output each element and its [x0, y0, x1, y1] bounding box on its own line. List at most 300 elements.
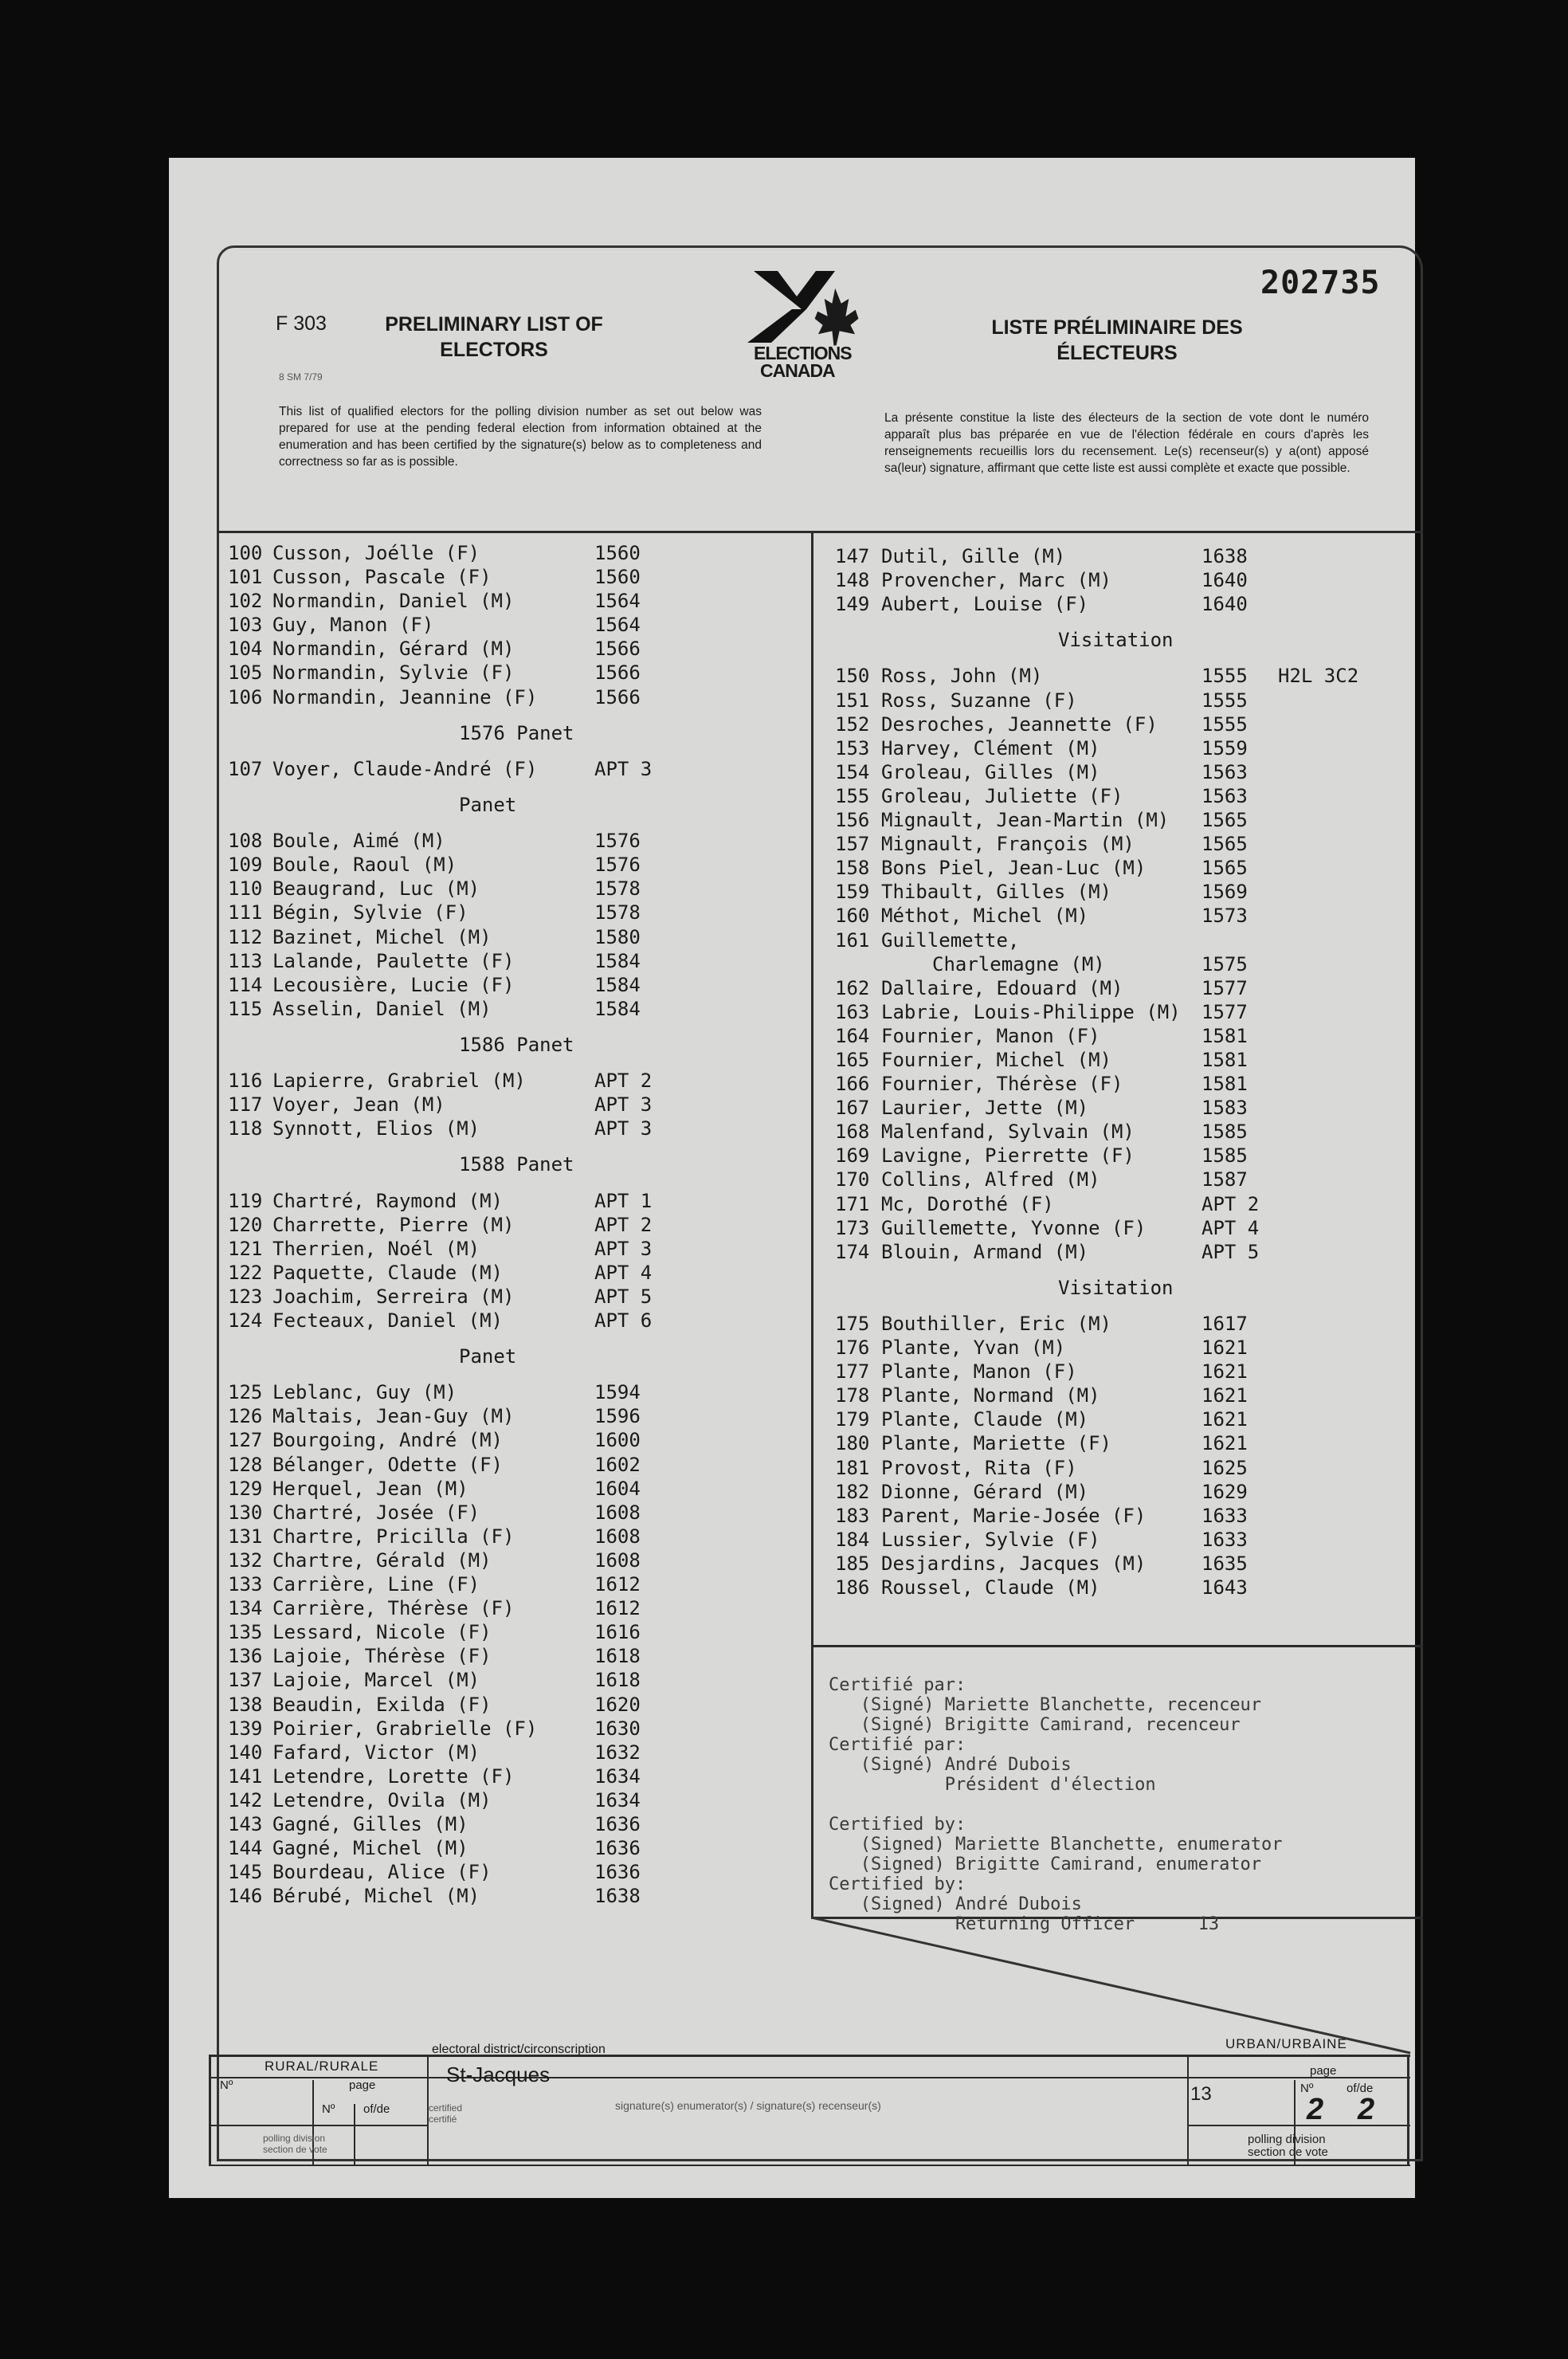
elector-name: Thibault, Gilles (M) — [881, 881, 1111, 904]
elector-address: APT 3 — [594, 1093, 653, 1117]
electors-right-column — [835, 545, 1417, 1600]
elector-row — [835, 1481, 1417, 1505]
urban-polling-fr: section de vote — [1248, 2145, 1328, 2159]
elector-address: 1576 — [594, 830, 641, 853]
elector-row — [835, 737, 1417, 761]
elector-row — [228, 661, 802, 685]
elector-number: 173 — [835, 1216, 870, 1239]
elector-row — [835, 1241, 1417, 1265]
elector-row — [228, 1861, 802, 1885]
rural-polling-en: polling division — [263, 2133, 326, 2144]
elector-number: 146 — [228, 1885, 263, 1908]
elector-address: 1620 — [594, 1693, 641, 1716]
elector-row — [228, 542, 802, 566]
intro-french: La présente constitue la liste des électeurs de la section de vote dont le numéro apparaît plus bas préparée en vue de l'élection fédérale en cours d'après les renseignements recueillis lors du recensement. Le(s) recenseur(s) y a(ont) apposé sa(leur) signature, affirmant que cette liste est aussi complète et exacte que possible. — [884, 411, 1369, 475]
elector-row — [835, 1217, 1417, 1241]
elector-name: Groleau, Gilles (M) — [881, 760, 1100, 783]
district-name: St-Jacques — [446, 2063, 551, 2086]
elector-row — [228, 1741, 802, 1765]
elector-name: Bourgoing, André (M) — [272, 1429, 503, 1452]
elector-row — [228, 854, 802, 877]
rural-page-no-label: Nº — [322, 2102, 335, 2116]
street-heading — [835, 1265, 1417, 1313]
elector-name: Letendre, Lorette (F) — [272, 1764, 515, 1788]
elector-row — [835, 977, 1417, 1001]
elector-address: 1638 — [1201, 545, 1248, 567]
elector-row — [228, 877, 802, 901]
elector-name: Bérubé, Michel (M) — [272, 1885, 480, 1908]
elector-row — [835, 809, 1417, 833]
elector-name: Lalande, Paulette (F) — [272, 949, 515, 972]
elector-row — [228, 1214, 802, 1238]
rural-of-label: of/de — [363, 2102, 390, 2116]
elector-number: 164 — [835, 1024, 870, 1047]
elector-row — [835, 761, 1417, 785]
elector-number: 109 — [228, 854, 263, 877]
elector-row — [835, 593, 1417, 617]
elector-address: 1575 — [1201, 952, 1248, 975]
elector-address: 1612 — [594, 1573, 641, 1596]
certification-line: Certified by: — [829, 1874, 966, 1894]
elector-name: Voyer, Claude-André (F) — [272, 757, 538, 780]
elector-number: 105 — [228, 661, 263, 685]
elector-number: 163 — [835, 1000, 870, 1023]
elector-number: 126 — [228, 1405, 263, 1428]
elector-name: Ross, John (M) — [881, 665, 1043, 688]
elector-number: 148 — [835, 569, 870, 592]
elector-name: Charlemagne (M) — [932, 952, 1105, 975]
elector-address: APT 5 — [1201, 1240, 1260, 1263]
elector-address: 1577 — [1201, 1000, 1248, 1023]
elector-name: Bourdeau, Alice (F) — [272, 1861, 492, 1884]
elector-name: Normandin, Jeannine (F) — [272, 685, 538, 708]
elector-number: 145 — [228, 1861, 263, 1884]
certification-line: Président d'élection — [829, 1775, 1156, 1795]
elector-row — [835, 545, 1417, 569]
elector-name: Laurier, Jette (M) — [881, 1097, 1089, 1120]
title-english: PRELIMINARY LIST OF ELECTORS — [385, 313, 603, 361]
urban-page-no-label: Nº — [1300, 2082, 1314, 2095]
elector-name: Chartre, Gérald (M) — [272, 1548, 492, 1572]
elector-number: 174 — [835, 1240, 870, 1263]
logo-line-1: ELECTIONS — [754, 343, 852, 363]
elector-name: Bégin, Sylvie (F) — [272, 901, 468, 924]
elector-name: Boule, Raoul (M) — [272, 854, 457, 877]
elector-name: Méthot, Michel (M) — [881, 905, 1089, 928]
footer-rural-mid-line — [209, 2125, 427, 2126]
elector-row — [835, 1121, 1417, 1144]
elector-number: 153 — [835, 736, 870, 760]
certification-line: (Signed) Mariette Blanchette, enumerator — [829, 1835, 1283, 1855]
elector-address: 1555 — [1201, 665, 1248, 688]
elector-row — [228, 1597, 802, 1621]
elector-address: APT 3 — [594, 1117, 653, 1140]
elector-address: 1602 — [594, 1453, 641, 1476]
elector-number: 124 — [228, 1309, 263, 1332]
elector-row — [228, 901, 802, 925]
elector-number: 177 — [835, 1360, 870, 1384]
elector-number: 129 — [228, 1477, 263, 1500]
street-heading — [228, 1333, 802, 1381]
elector-number: 157 — [835, 833, 870, 856]
elector-address: APT 4 — [1201, 1216, 1260, 1239]
elector-address: 1604 — [594, 1477, 641, 1500]
elector-number: 165 — [835, 1048, 870, 1071]
elector-address: 1565 — [1201, 857, 1248, 880]
elector-number: 115 — [228, 997, 263, 1020]
elector-name: Provencher, Marc (M) — [881, 569, 1111, 592]
electors-left-column — [228, 542, 802, 1909]
elector-number: 149 — [835, 593, 870, 616]
elector-address: APT 4 — [594, 1261, 653, 1284]
elector-name: Joachim, Serreira (M) — [272, 1285, 515, 1308]
certified-label: certified — [429, 2102, 463, 2114]
elector-number: 183 — [835, 1504, 870, 1527]
elector-row — [228, 686, 802, 710]
elector-number: 181 — [835, 1456, 870, 1479]
elector-name: Mignault, François (M) — [881, 833, 1135, 856]
footer-right-line — [1407, 2055, 1409, 2166]
elector-address: 1581 — [1201, 1048, 1248, 1071]
elector-name: Fournier, Michel (M) — [881, 1048, 1111, 1071]
elector-number: 178 — [835, 1384, 870, 1407]
elector-address: 1566 — [594, 661, 641, 685]
elector-number: 110 — [228, 877, 263, 901]
elector-name: Normandin, Gérard (M) — [272, 638, 515, 661]
elector-number: 166 — [835, 1073, 870, 1096]
elector-number: 136 — [228, 1645, 263, 1668]
rural-page-label: page — [349, 2078, 376, 2092]
elector-address: 1581 — [1201, 1024, 1248, 1047]
elector-address: 1565 — [1201, 809, 1248, 832]
street-heading-label: Panet — [459, 1345, 517, 1368]
elector-number: 185 — [835, 1552, 870, 1575]
elector-number: 133 — [228, 1573, 263, 1596]
form-revision: 8 SM 7/79 — [279, 371, 323, 383]
elector-address: 1596 — [594, 1405, 641, 1428]
elector-number: 104 — [228, 638, 263, 661]
elector-number: 161 — [835, 928, 870, 952]
elector-address: APT 3 — [594, 757, 653, 780]
district-label: electoral district/circonscription — [432, 2043, 606, 2056]
certification-line: (Signed) Brigitte Camirand, enumerator — [829, 1855, 1262, 1874]
footer-bottom-line — [209, 2165, 1410, 2166]
elector-address: 1563 — [1201, 760, 1248, 783]
elector-row — [835, 569, 1417, 593]
elector-number: 143 — [228, 1812, 263, 1835]
elector-row — [228, 1309, 802, 1333]
urban-polling-en: polling division — [1248, 2133, 1326, 2146]
elector-row — [835, 689, 1417, 713]
elector-number: 138 — [228, 1693, 263, 1716]
elector-row — [835, 1408, 1417, 1432]
street-heading — [228, 1022, 802, 1070]
elector-name: Chartré, Raymond (M) — [272, 1189, 503, 1212]
elector-name: Dallaire, Edouard (M) — [881, 976, 1123, 999]
elector-row — [835, 1193, 1417, 1217]
elector-name: Poirier, Grabrielle (F) — [272, 1717, 538, 1740]
elector-number: 108 — [228, 830, 263, 853]
footer-urban-mid-line — [1187, 2125, 1410, 2126]
street-heading-label: 1586 Panet — [459, 1033, 574, 1056]
rural-label: RURAL/RURALE — [265, 2059, 379, 2074]
elector-name: Normandin, Daniel (M) — [272, 590, 515, 613]
polling-division-number: 13 — [1190, 2083, 1212, 2105]
elector-row — [228, 926, 802, 950]
urban-page-label: page — [1310, 2064, 1337, 2078]
elector-row — [835, 1337, 1417, 1360]
elector-address: 1573 — [1201, 905, 1248, 928]
elector-name: Plante, Normand (M) — [881, 1384, 1100, 1407]
elector-name: Bouthiller, Eric (M) — [881, 1313, 1111, 1335]
certifie-label: certifié — [429, 2114, 457, 2125]
elector-name: Lessard, Nicole (F) — [272, 1621, 492, 1644]
elector-name: Herquel, Jean (M) — [272, 1477, 468, 1500]
elector-row — [228, 1381, 802, 1405]
elector-address: APT 2 — [594, 1213, 653, 1236]
elections-canada-logo-icon — [739, 269, 891, 349]
elector-row — [835, 905, 1417, 928]
elector-name: Lavigne, Pierrette (F) — [881, 1144, 1135, 1168]
elector-name: Gagné, Michel (M) — [272, 1837, 468, 1860]
elector-number: 158 — [835, 857, 870, 880]
elector-name: Plante, Claude (M) — [881, 1408, 1089, 1431]
elector-row — [835, 1049, 1417, 1073]
elector-address: 1634 — [594, 1788, 641, 1811]
elector-name: Bélanger, Odette (F) — [272, 1453, 503, 1476]
elector-row — [228, 1405, 802, 1429]
elector-row — [228, 1238, 802, 1262]
elector-address: 1618 — [594, 1645, 641, 1668]
elector-row — [835, 857, 1417, 881]
elector-name: Provost, Rita (F) — [881, 1456, 1077, 1479]
elector-address: 1585 — [1201, 1121, 1248, 1144]
elector-number: 182 — [835, 1480, 870, 1503]
elector-number: 107 — [228, 757, 263, 780]
street-heading — [835, 617, 1417, 665]
elector-address: 1638 — [594, 1885, 641, 1908]
elector-row — [228, 1645, 802, 1669]
elector-address: 1565 — [1201, 833, 1248, 856]
elector-row — [228, 1885, 802, 1909]
elector-row — [228, 1694, 802, 1717]
elector-row — [228, 1454, 802, 1478]
elector-number: 180 — [835, 1432, 870, 1455]
elector-address: 1559 — [1201, 736, 1248, 760]
elector-address: 1583 — [1201, 1097, 1248, 1120]
elector-name: Harvey, Clément (M) — [881, 736, 1100, 760]
elector-number: 168 — [835, 1121, 870, 1144]
elector-name: Chartre, Pricilla (F) — [272, 1525, 515, 1548]
elector-number: 152 — [835, 712, 870, 736]
elector-row — [835, 785, 1417, 809]
elector-name: Gagné, Gilles (M) — [272, 1812, 468, 1835]
elector-number: 139 — [228, 1717, 263, 1740]
intro-english: This list of qualified electors for the polling division number as set out below was prepared for use at the pending federal election from information obtained at the enumeration and has been certified by the signature(s) below as to completeness and correctness so far as is possible. — [279, 405, 762, 469]
elector-number: 119 — [228, 1189, 263, 1212]
elector-name: Malenfand, Sylvain (M) — [881, 1121, 1135, 1144]
elector-name: Voyer, Jean (M) — [272, 1093, 445, 1117]
elector-number: 155 — [835, 784, 870, 807]
elector-address: 1555 — [1201, 712, 1248, 736]
elector-name: Collins, Alfred (M) — [881, 1168, 1100, 1191]
street-heading-label: Visitation — [1058, 1276, 1174, 1299]
elector-address: 1621 — [1201, 1337, 1248, 1360]
elector-address: 1585 — [1201, 1144, 1248, 1168]
elector-address: 1633 — [1201, 1528, 1248, 1551]
elector-row — [228, 566, 802, 590]
elector-number: 169 — [835, 1144, 870, 1168]
elector-address: 1594 — [594, 1381, 641, 1404]
elector-number: 167 — [835, 1097, 870, 1120]
street-heading — [228, 782, 802, 830]
elector-address: 1635 — [1201, 1552, 1248, 1575]
elector-address: APT 6 — [594, 1309, 653, 1332]
elector-name: Fafard, Victor (M) — [272, 1741, 480, 1764]
certification-block — [829, 1675, 1283, 1934]
elector-number: 123 — [228, 1285, 263, 1308]
elector-row — [835, 1025, 1417, 1049]
certification-line: Certifié par: — [829, 1735, 966, 1755]
footer-urban-divider — [1187, 2055, 1189, 2165]
elector-row — [228, 1837, 802, 1861]
elector-name: Guillemette, Yvonne (F) — [881, 1216, 1147, 1239]
elector-row — [228, 1573, 802, 1597]
elector-address: 1608 — [594, 1525, 641, 1548]
certification-line — [829, 1795, 1283, 1815]
elector-number: 135 — [228, 1621, 263, 1644]
elector-row — [835, 1360, 1417, 1384]
elector-row — [228, 998, 802, 1022]
elector-name: Therrien, Noél (M) — [272, 1237, 480, 1260]
elector-name: Labrie, Louis-Philippe (M) — [881, 1000, 1181, 1023]
elector-number: 121 — [228, 1237, 263, 1260]
elector-number: 170 — [835, 1168, 870, 1191]
elector-row — [835, 1552, 1417, 1576]
elector-address: 1629 — [1201, 1480, 1248, 1503]
elector-row — [228, 590, 802, 614]
elector-row — [228, 1093, 802, 1117]
elector-row — [835, 665, 1417, 689]
elector-row — [228, 1765, 802, 1789]
elector-address: 1569 — [1201, 881, 1248, 904]
elector-name: Leblanc, Guy (M) — [272, 1381, 457, 1404]
page-total: 2 — [1358, 2093, 1375, 2126]
elector-number: 118 — [228, 1117, 263, 1140]
elector-address: 1584 — [594, 973, 641, 996]
elector-name: Maltais, Jean-Guy (M) — [272, 1405, 515, 1428]
elector-row — [228, 1070, 802, 1093]
elector-number: 106 — [228, 685, 263, 708]
elector-row — [835, 1168, 1417, 1192]
elector-number: 131 — [228, 1525, 263, 1548]
elector-address: 1576 — [594, 854, 641, 877]
elector-number: 159 — [835, 881, 870, 904]
elector-name: Plante, Yvan (M) — [881, 1337, 1066, 1360]
elector-address: 1608 — [594, 1501, 641, 1524]
elector-number: 171 — [835, 1192, 870, 1215]
elector-row — [228, 974, 802, 998]
footer-rural-col-line-2 — [354, 2104, 355, 2165]
elector-number: 122 — [228, 1261, 263, 1284]
elector-row — [228, 1789, 802, 1813]
elector-address: 1632 — [594, 1741, 641, 1764]
certification-line: Certified by: — [829, 1815, 966, 1835]
title-french: LISTE PRÉLIMINAIRE DES ÉLECTEURS — [991, 316, 1243, 364]
elector-row — [228, 1669, 802, 1693]
elector-name: Ross, Suzanne (F) — [881, 689, 1077, 712]
elector-name: Roussel, Claude (M) — [881, 1576, 1100, 1599]
elector-row — [835, 1457, 1417, 1481]
elector-name: Lajoie, Thérèse (F) — [272, 1645, 492, 1668]
elector-address: 1617 — [1201, 1313, 1248, 1335]
elector-number: 154 — [835, 760, 870, 783]
elector-address: 1618 — [594, 1669, 641, 1692]
elector-row — [228, 1117, 802, 1141]
elector-name: Carrière, Line (F) — [272, 1573, 480, 1596]
elector-row — [228, 950, 802, 974]
elector-row — [228, 614, 802, 638]
elector-address: 1555 — [1201, 689, 1248, 712]
serial-number: 202735 — [1260, 265, 1381, 301]
certification-line: Certifié par: — [829, 1675, 966, 1695]
elector-name: Mignault, Jean-Martin (M) — [881, 809, 1170, 832]
elector-address: APT 2 — [594, 1070, 653, 1093]
elector-name: Dutil, Gille (M) — [881, 545, 1066, 567]
elector-row — [228, 1549, 802, 1573]
footer-label-line — [209, 2077, 1410, 2078]
elector-row — [835, 1313, 1417, 1337]
elector-name: Lajoie, Marcel (M) — [272, 1669, 480, 1692]
elector-number: 176 — [835, 1337, 870, 1360]
elector-name: Beaudin, Exilda (F) — [272, 1693, 492, 1716]
elector-row — [835, 713, 1417, 737]
elector-number: 127 — [228, 1429, 263, 1452]
elector-address: 1621 — [1201, 1360, 1248, 1384]
rural-no-label: Nº — [220, 2078, 233, 2092]
elector-name: Plante, Manon (F) — [881, 1360, 1077, 1384]
elector-row — [835, 1505, 1417, 1529]
signature-label: signature(s) enumerator(s) / signature(s) recenseur(s) — [615, 2099, 881, 2112]
elector-row — [835, 929, 1417, 953]
elector-row — [835, 833, 1417, 857]
elector-name: Desroches, Jeannette (F) — [881, 712, 1158, 736]
column-divider — [811, 531, 813, 1919]
elector-number: 111 — [228, 901, 263, 924]
elector-number: 137 — [228, 1669, 263, 1692]
elector-row — [835, 881, 1417, 905]
elector-name: Boule, Aimé (M) — [272, 830, 445, 853]
elector-address: 1625 — [1201, 1456, 1248, 1479]
street-heading-label: Panet — [459, 793, 517, 816]
street-heading-label: Visitation — [1058, 629, 1174, 652]
elector-number: 150 — [835, 665, 870, 688]
elector-number: 134 — [228, 1597, 263, 1620]
elector-number: 162 — [835, 976, 870, 999]
elector-name: Guy, Manon (F) — [272, 614, 434, 637]
elector-address: 1581 — [1201, 1073, 1248, 1096]
footer-top-line — [209, 2055, 1410, 2057]
elector-name: Lecousière, Lucie (F) — [272, 973, 515, 996]
elector-name: Synnott, Elios (M) — [272, 1117, 480, 1140]
elector-address: 1564 — [594, 590, 641, 613]
elector-row — [228, 1525, 802, 1549]
elector-address: 1584 — [594, 997, 641, 1020]
urban-label: URBAN/URBAINE — [1225, 2036, 1347, 2051]
elector-address: 1636 — [594, 1812, 641, 1835]
elector-address: 1560 — [594, 566, 641, 589]
elector-address: 1584 — [594, 949, 641, 972]
